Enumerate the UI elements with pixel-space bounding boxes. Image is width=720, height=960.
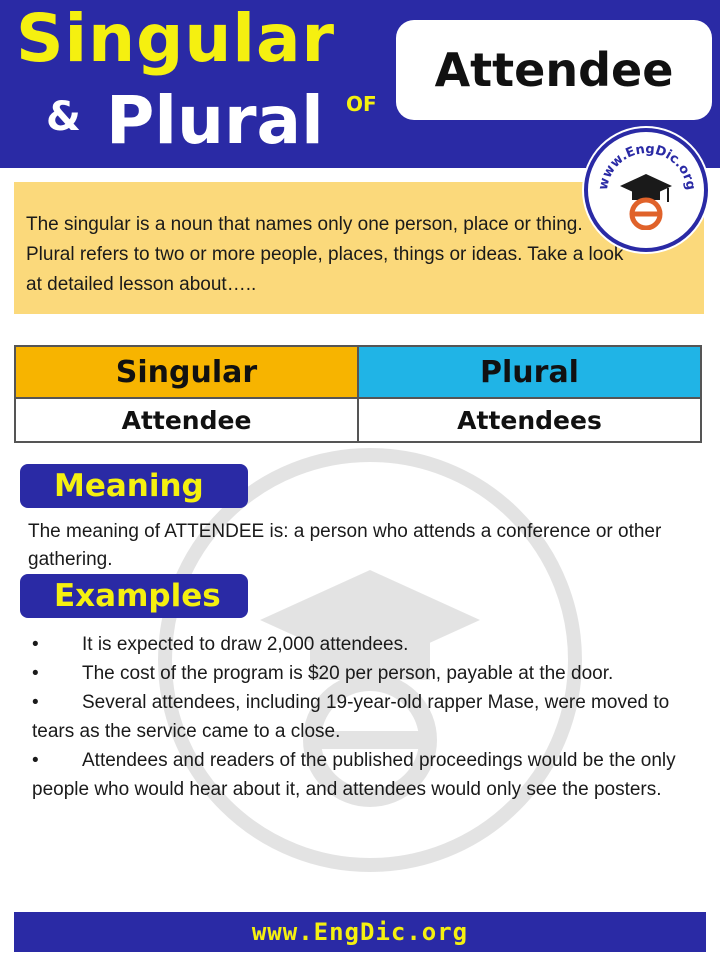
headword: Attendee xyxy=(434,43,674,97)
example-item: • Several attendees, including 19-year-old rapper Mase, were moved to tears as the service came to a close. xyxy=(32,688,704,746)
meaning-text: The meaning of ATTENDEE is: a person who attends a conference or other gathering. xyxy=(28,521,662,570)
intro-text: The singular is a noun that names only one person, place or thing. Plural refers to two or more people, places, things or ideas. Take a look at detailed lesson about….. xyxy=(26,214,624,295)
footer-bar xyxy=(14,912,706,952)
example-item: • Attendees and readers of the published proceedings would be the only people who would hear about it, and attendees would only see the posters. xyxy=(32,746,704,804)
engdic-logo xyxy=(584,128,708,252)
plural-header: Plural xyxy=(359,347,700,397)
singular-value: Attendee xyxy=(16,397,359,441)
example-item: • The cost of the program is $20 per person, payable at the door. xyxy=(32,659,704,688)
examples-list xyxy=(32,630,704,804)
plural-value: Attendees xyxy=(359,397,700,441)
singular-header: Singular xyxy=(16,347,359,397)
title-ampersand: & xyxy=(46,94,81,140)
example-item: • It is expected to draw 2,000 attendees. xyxy=(32,630,704,659)
singular-plural-table xyxy=(14,345,702,443)
word-box xyxy=(396,20,712,120)
title-plural: Plural xyxy=(106,82,324,159)
logo-text: www.EngDic.org xyxy=(595,141,699,192)
title-singular: Singular xyxy=(16,0,336,77)
meaning-label: Meaning xyxy=(20,464,248,508)
footer-url: www.EngDic.org xyxy=(251,918,469,946)
graduation-cap-e-icon xyxy=(618,170,674,230)
title-of: OF xyxy=(346,92,377,116)
examples-label: Examples xyxy=(20,574,248,618)
